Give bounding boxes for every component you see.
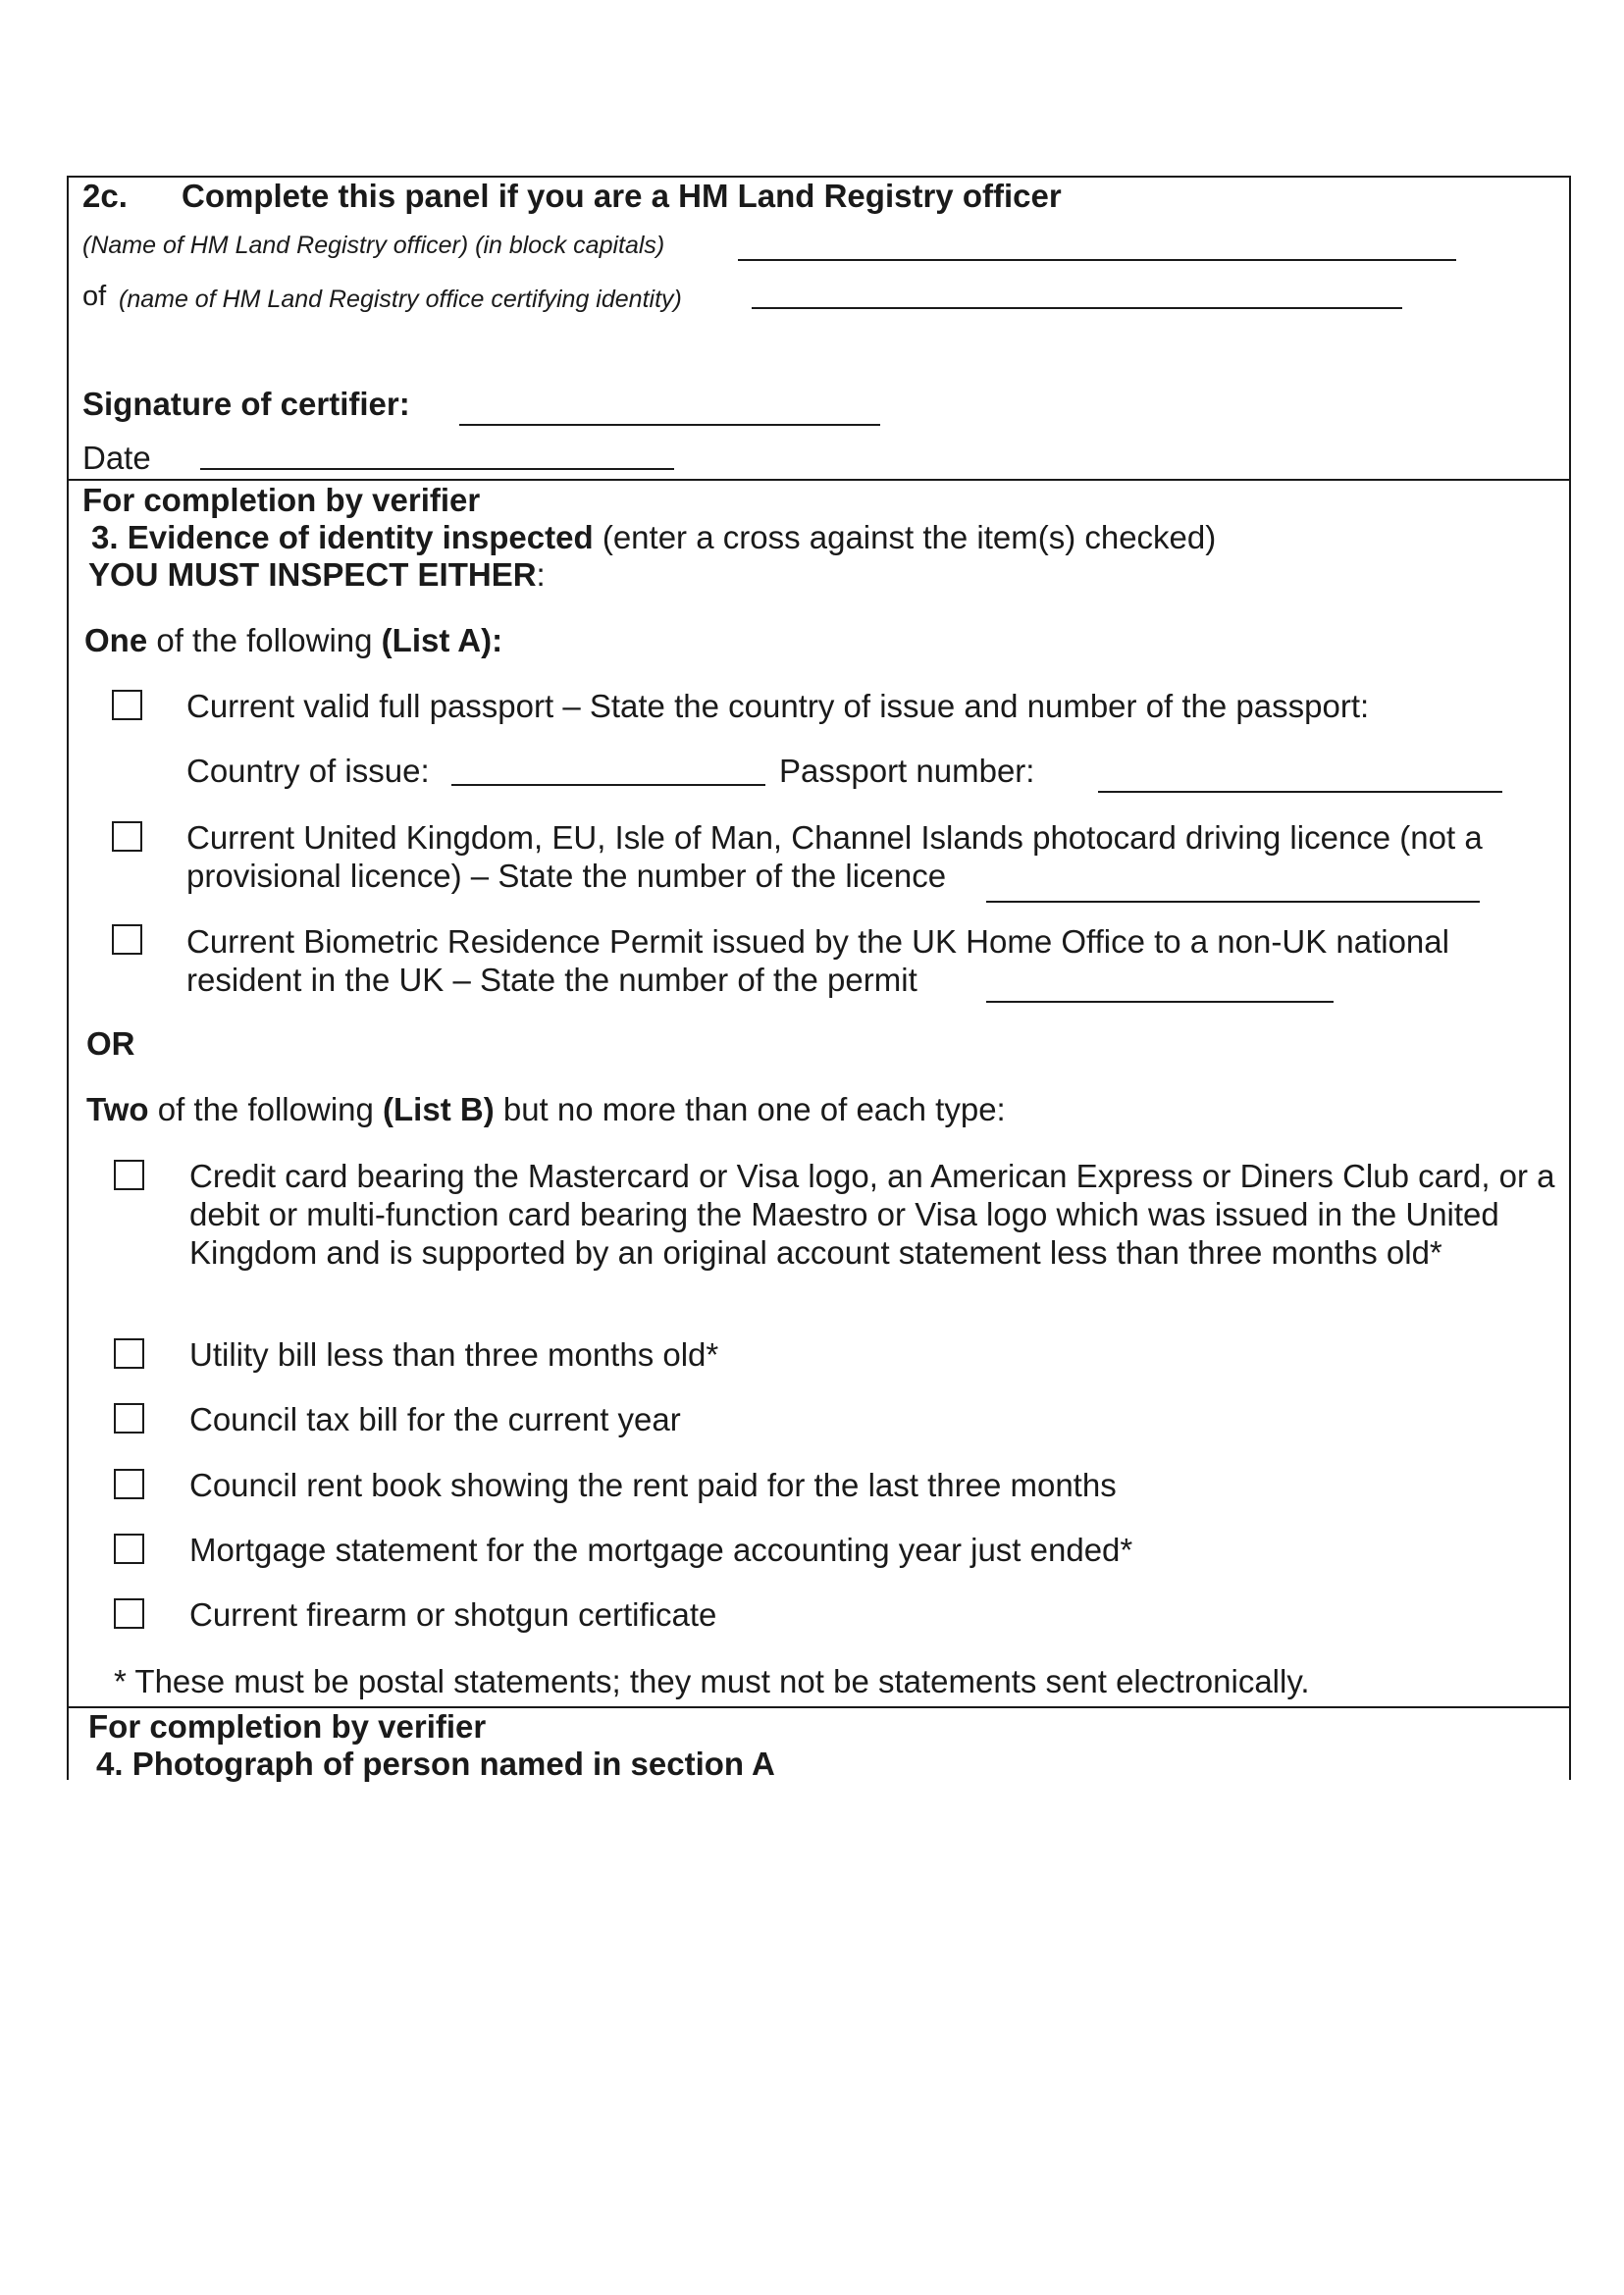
firearm-certificate-checkbox[interactable] [114, 1598, 144, 1629]
panel-2c-number: 2c. [82, 178, 128, 214]
passport-number-label: Passport number: [779, 753, 1035, 789]
section-3-title-line [91, 518, 1216, 557]
rent-book-checkbox[interactable] [114, 1469, 144, 1499]
officer-name-label: (Name of HM Land Registry officer) (in block capitals) [82, 232, 665, 259]
council-tax-checkbox[interactable] [114, 1403, 144, 1434]
country-of-issue-field[interactable] [451, 784, 765, 786]
officer-name-field[interactable] [738, 259, 1456, 261]
date-field[interactable] [200, 468, 674, 470]
residence-permit-checkbox[interactable] [112, 924, 142, 955]
passport-text: Current valid full passport – State the country of issue and number of the passport: [186, 688, 1370, 724]
office-label: (name of HM Land Registry office certifying identity) [119, 286, 682, 313]
section-4-heading: For completion by verifier [88, 1708, 487, 1745]
credit-card-checkbox[interactable] [114, 1160, 144, 1190]
council-tax-text: Council tax bill for the current year [189, 1401, 681, 1437]
utility-bill-text: Utility bill less than three months old* [189, 1336, 719, 1373]
passport-number-field[interactable] [1098, 791, 1502, 793]
signature-label: Signature of certifier: [82, 386, 410, 422]
signature-field[interactable] [459, 424, 880, 426]
office-field[interactable] [752, 307, 1402, 309]
residence-permit-number-field[interactable] [986, 1001, 1334, 1003]
footnote: * These must be postal statements; they must not be statements sent electronically. [114, 1663, 1310, 1699]
rent-book-text: Council rent book showing the rent paid for the last three months [189, 1467, 1117, 1503]
must-inspect-text: YOU MUST INSPECT EITHER [88, 556, 537, 593]
section-4-number: 4. [96, 1746, 124, 1782]
driving-licence-number-field[interactable] [986, 901, 1480, 903]
driving-licence-text: Current United Kingdom, EU, Isle of Man, Channel Islands photocard driving licence (not a provisional licence) – State the number of the licence [186, 819, 1483, 894]
panel-2c [67, 176, 1571, 481]
office-prefix: of [82, 281, 107, 312]
list-a-intro: One of the following (List A): [84, 622, 503, 658]
must-inspect-line: YOU MUST INSPECT EITHER: [88, 556, 546, 593]
country-of-issue-label: Country of issue: [186, 753, 430, 789]
residence-permit-text: Current Biometric Residence Permit issued by the UK Home Office to a non-UK national resident in the UK – State the number of the permit [186, 923, 1449, 998]
mortgage-statement-text: Mortgage statement for the mortgage accounting year just ended* [189, 1532, 1133, 1568]
list-b-intro: Two of the following (List B) but no more than one of each type: [86, 1091, 1006, 1127]
driving-licence-checkbox[interactable] [112, 821, 142, 852]
section-3-title-note: (enter a cross against the item(s) checked) [602, 519, 1217, 555]
date-label: Date [82, 440, 151, 476]
section-3-heading: For completion by verifier [82, 482, 481, 518]
mortgage-statement-checkbox[interactable] [114, 1534, 144, 1564]
section-4-title: Photograph of person named in section A [131, 1746, 775, 1782]
firearm-certificate-text: Current firearm or shotgun certificate [189, 1596, 717, 1633]
credit-card-text: Credit card bearing the Mastercard or Visa logo, an American Express or Diners Club card, or a debit or multi-function card bearing the Maestro or Visa logo which was issued in the United Kingdom and is supported by an original account statement less than three months old* [189, 1158, 1555, 1271]
section-3-number: 3. [91, 519, 119, 555]
panel-2c-title: Complete this panel if you are a HM Land Registry officer [182, 178, 1062, 214]
section-3-title: Evidence of identity inspected [127, 519, 594, 555]
utility-bill-checkbox[interactable] [114, 1338, 144, 1369]
section-4-title-line [96, 1745, 775, 1784]
passport-checkbox[interactable] [112, 690, 142, 720]
or-label: OR [86, 1025, 135, 1062]
